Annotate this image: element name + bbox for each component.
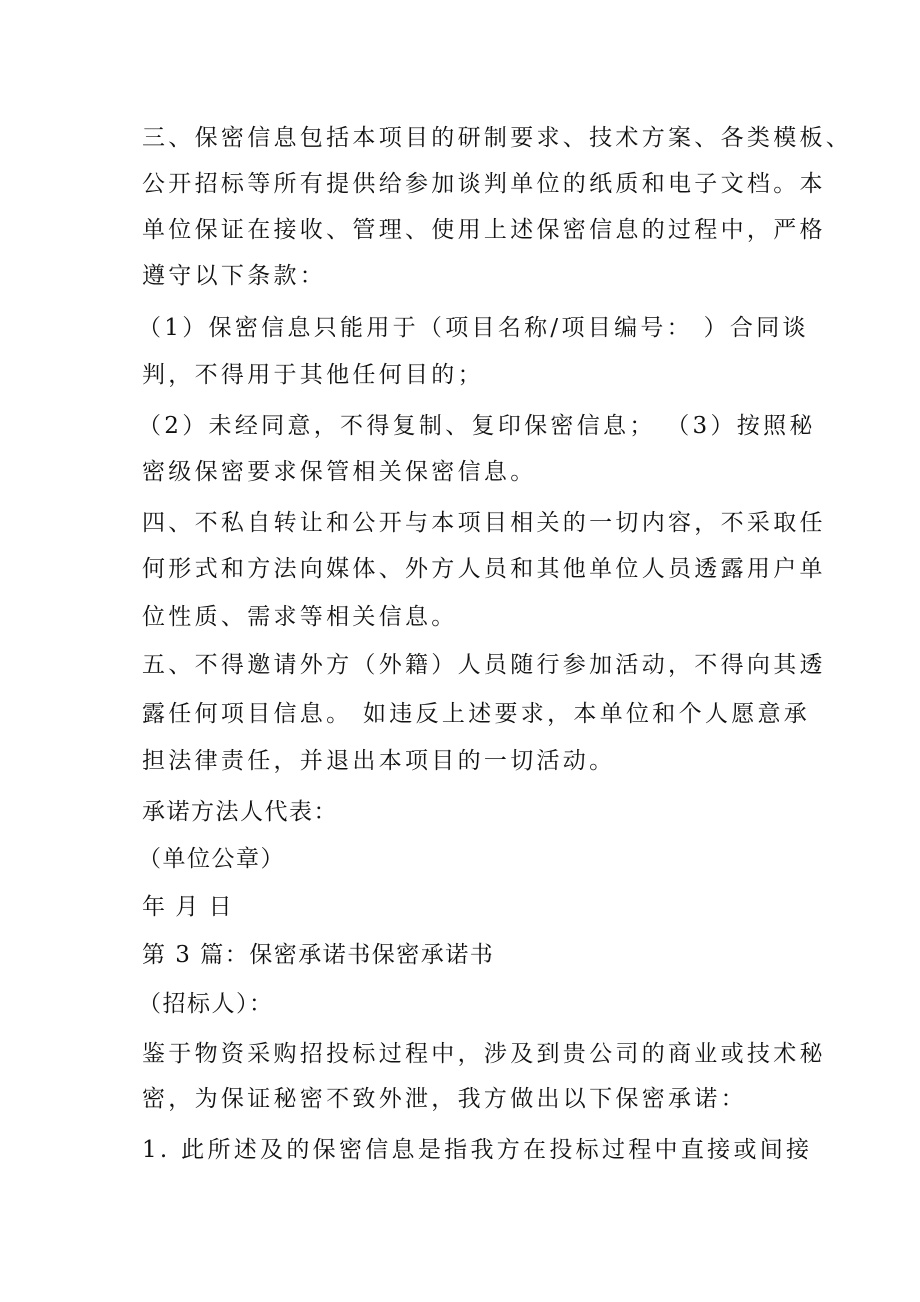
- text-line-5: （1）保密信息只能用于（项目名称/项目编号： ）合同谈: [138, 315, 809, 341]
- text-line-8: 密级保密要求保管相关保密信息。: [142, 459, 537, 485]
- text-line-7: （2）未经同意，不得复制、复印保密信息； （3）按照秘: [138, 413, 816, 439]
- text-line-11: 位性质、需求等相关信息。: [142, 604, 458, 630]
- text-line-3: 单位保证在接收、管理、使用上述保密信息的过程中，严格: [142, 217, 826, 243]
- text-line-22: 1. 此所述及的保密信息是指我方在投标过程中直接或间接: [142, 1137, 813, 1163]
- text-line-21: 密，为保证秘密不致外泄，我方做出以下保密承诺：: [142, 1086, 747, 1112]
- text-line-1: 三、保密信息包括本项目的研制要求、技术方案、各类模板、: [142, 125, 853, 151]
- text-line-12: 五、不得邀请外方（外籍）人员随行参加活动，不得向其透: [142, 652, 826, 678]
- text-line-16: （单位公章）: [138, 846, 285, 872]
- text-line-18: 第 3 篇：保密承诺书保密承诺书: [142, 942, 495, 968]
- text-line-9: 四、不私自转让和公开与本项目相关的一切内容，不采取任: [142, 510, 826, 536]
- text-line-10: 何形式和方法向媒体、外方人员和其他单位人员透露用户单: [142, 556, 826, 582]
- text-line-19: （招标人）：: [138, 991, 274, 1017]
- text-line-2: 公开招标等所有提供给参加谈判单位的纸质和电子文档。本: [142, 171, 826, 197]
- text-line-13: 露任何项目信息。 如违反上述要求，本单位和个人愿意承: [142, 701, 811, 727]
- text-line-17: 年 月 日: [142, 894, 234, 920]
- text-line-20: 鉴于物资采购招投标过程中，涉及到贵公司的商业或技术秘: [142, 1041, 826, 1067]
- text-line-14: 担法律责任，并退出本项目的一切活动。: [142, 748, 616, 774]
- text-line-6: 判，不得用于其他任何目的；: [142, 362, 484, 388]
- text-line-4: 遵守以下条款：: [142, 263, 327, 289]
- text-line-15: 承诺方法人代表：: [142, 799, 338, 825]
